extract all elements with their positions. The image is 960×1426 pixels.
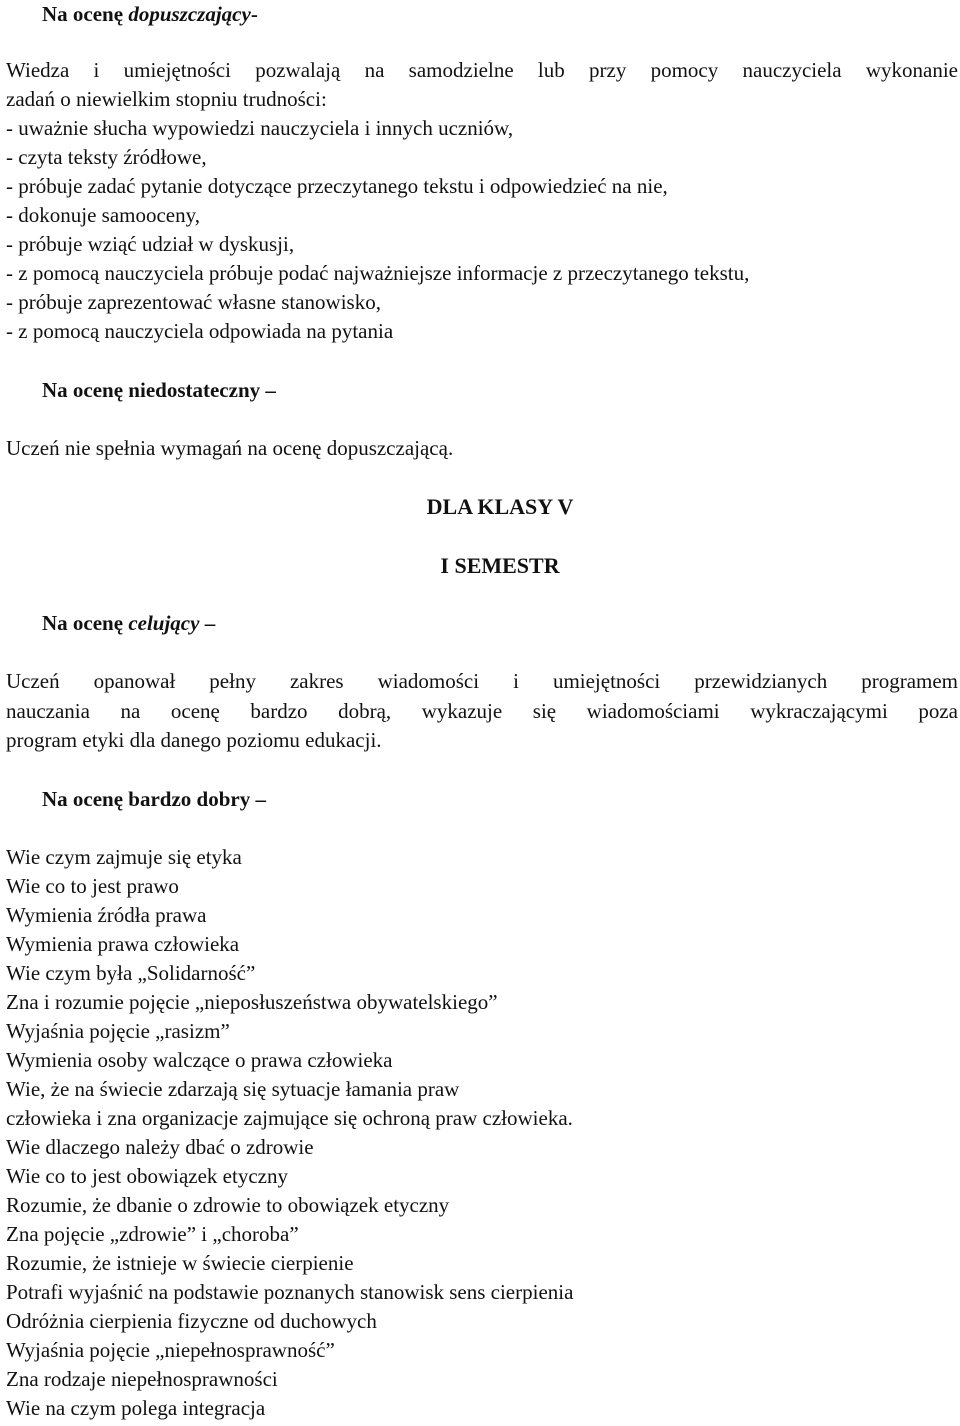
list-item: Wie na czym polega integracja — [6, 1396, 266, 1420]
list-item: Wyjaśnia pojęcie „niepełnosprawność” — [6, 1338, 335, 1362]
list-item: - uważnie słucha wypowiedzi nauczyciela i innych uczniów, — [6, 116, 514, 140]
class-title: DLA KLASY V — [426, 494, 574, 519]
list-item: Wie dlaczego należy dbać o zdrowie — [6, 1135, 314, 1159]
list-item: człowieka i zna organizacje zajmujące się ochroną praw człowieka. — [6, 1106, 573, 1130]
list-item: Wie czym była „Solidarność” — [6, 961, 256, 985]
list-item: Zna rodzaje niepełnosprawności — [6, 1367, 278, 1391]
heading-bardzo-dobry: Na ocenę bardzo dobry – — [42, 787, 266, 811]
semester-title: I SEMESTR — [440, 553, 560, 578]
list-item: Zna i rozumie pojęcie „nieposłuszeństwa obywatelskiego” — [6, 990, 498, 1014]
list-item: Wie co to jest obowiązek etyczny — [6, 1164, 288, 1188]
list-item: Wymienia źródła prawa — [6, 903, 207, 927]
celujacy-line-3: program etyki dla danego poziomu edukacji. — [6, 728, 382, 752]
list-item: Wymienia osoby walczące o prawa człowieka — [6, 1048, 393, 1072]
heading-dopuszczajacy — [42, 0, 258, 29]
heading-celujacy-grade: celujący — [128, 611, 200, 635]
list-item: Potrafi wyjaśnić na podstawie poznanych stanowisk sens cierpienia — [6, 1280, 574, 1304]
list-item: - czyta teksty źródłowe, — [6, 145, 207, 169]
celujacy-line-2: nauczania na ocenę bardzo dobrą, wykazuje się wiadomościami wykraczającymi poza — [6, 699, 958, 723]
list-item: - próbuje zaprezentować własne stanowisko, — [6, 290, 381, 314]
list-item: Zna pojęcie „zdrowie” i „choroba” — [6, 1222, 299, 1246]
niedostateczny-text: Uczeń nie spełnia wymagań na ocenę dopuszczającą. — [6, 436, 454, 460]
bardzo-dobry-list — [6, 843, 958, 1423]
list-item: - z pomocą nauczyciela próbuje podać najważniejsze informacje z przeczytanego tekstu, — [6, 261, 750, 285]
heading-dopuszczajacy-suffix: - — [250, 2, 258, 26]
heading-dopuszczajacy-prefix: Na ocenę — [42, 2, 129, 26]
list-item: - z pomocą nauczyciela odpowiada na pytania — [6, 319, 394, 343]
list-item: Odróżnia cierpienia fizyczne od duchowych — [6, 1309, 377, 1333]
list-item: Rozumie, że istnieje w świecie cierpienie — [6, 1251, 354, 1275]
intro-line-1: Wiedza i umiejętności pozwalają na samodzielne lub przy pomocy nauczyciela wykonanie — [6, 58, 958, 82]
heading-celujacy — [42, 609, 215, 638]
list-item: Wymienia prawa człowieka — [6, 932, 240, 956]
intro-line-2: zadań o niewielkim stopniu trudności: — [6, 87, 327, 111]
heading-dopuszczajacy-grade: dopuszczający — [128, 2, 251, 26]
list-item: Rozumie, że dbanie o zdrowie to obowiązek etyczny — [6, 1193, 450, 1217]
celujacy-line-1: Uczeń opanował pełny zakres wiadomości i umiejętności przewidzianych programem — [6, 669, 958, 693]
list-item: - próbuje wziąć udział w dyskusji, — [6, 232, 295, 256]
heading-celujacy-prefix: Na ocenę — [42, 611, 129, 635]
heading-celujacy-suffix: – — [199, 611, 216, 635]
list-item: Wie, że na świecie zdarzają się sytuacje łamania praw — [6, 1077, 460, 1101]
list-item: - dokonuje samooceny, — [6, 203, 201, 227]
list-item: - próbuje zadać pytanie dotyczące przeczytanego tekstu i odpowiedzieć na nie, — [6, 174, 668, 198]
list-item: Wie co to jest prawo — [6, 874, 179, 898]
list-item: Wie czym zajmuje się etyka — [6, 845, 242, 869]
dopuszczajacy-list — [6, 114, 958, 346]
list-item: Wyjaśnia pojęcie „rasizm” — [6, 1019, 230, 1043]
heading-niedostateczny: Na ocenę niedostateczny – — [42, 378, 276, 402]
